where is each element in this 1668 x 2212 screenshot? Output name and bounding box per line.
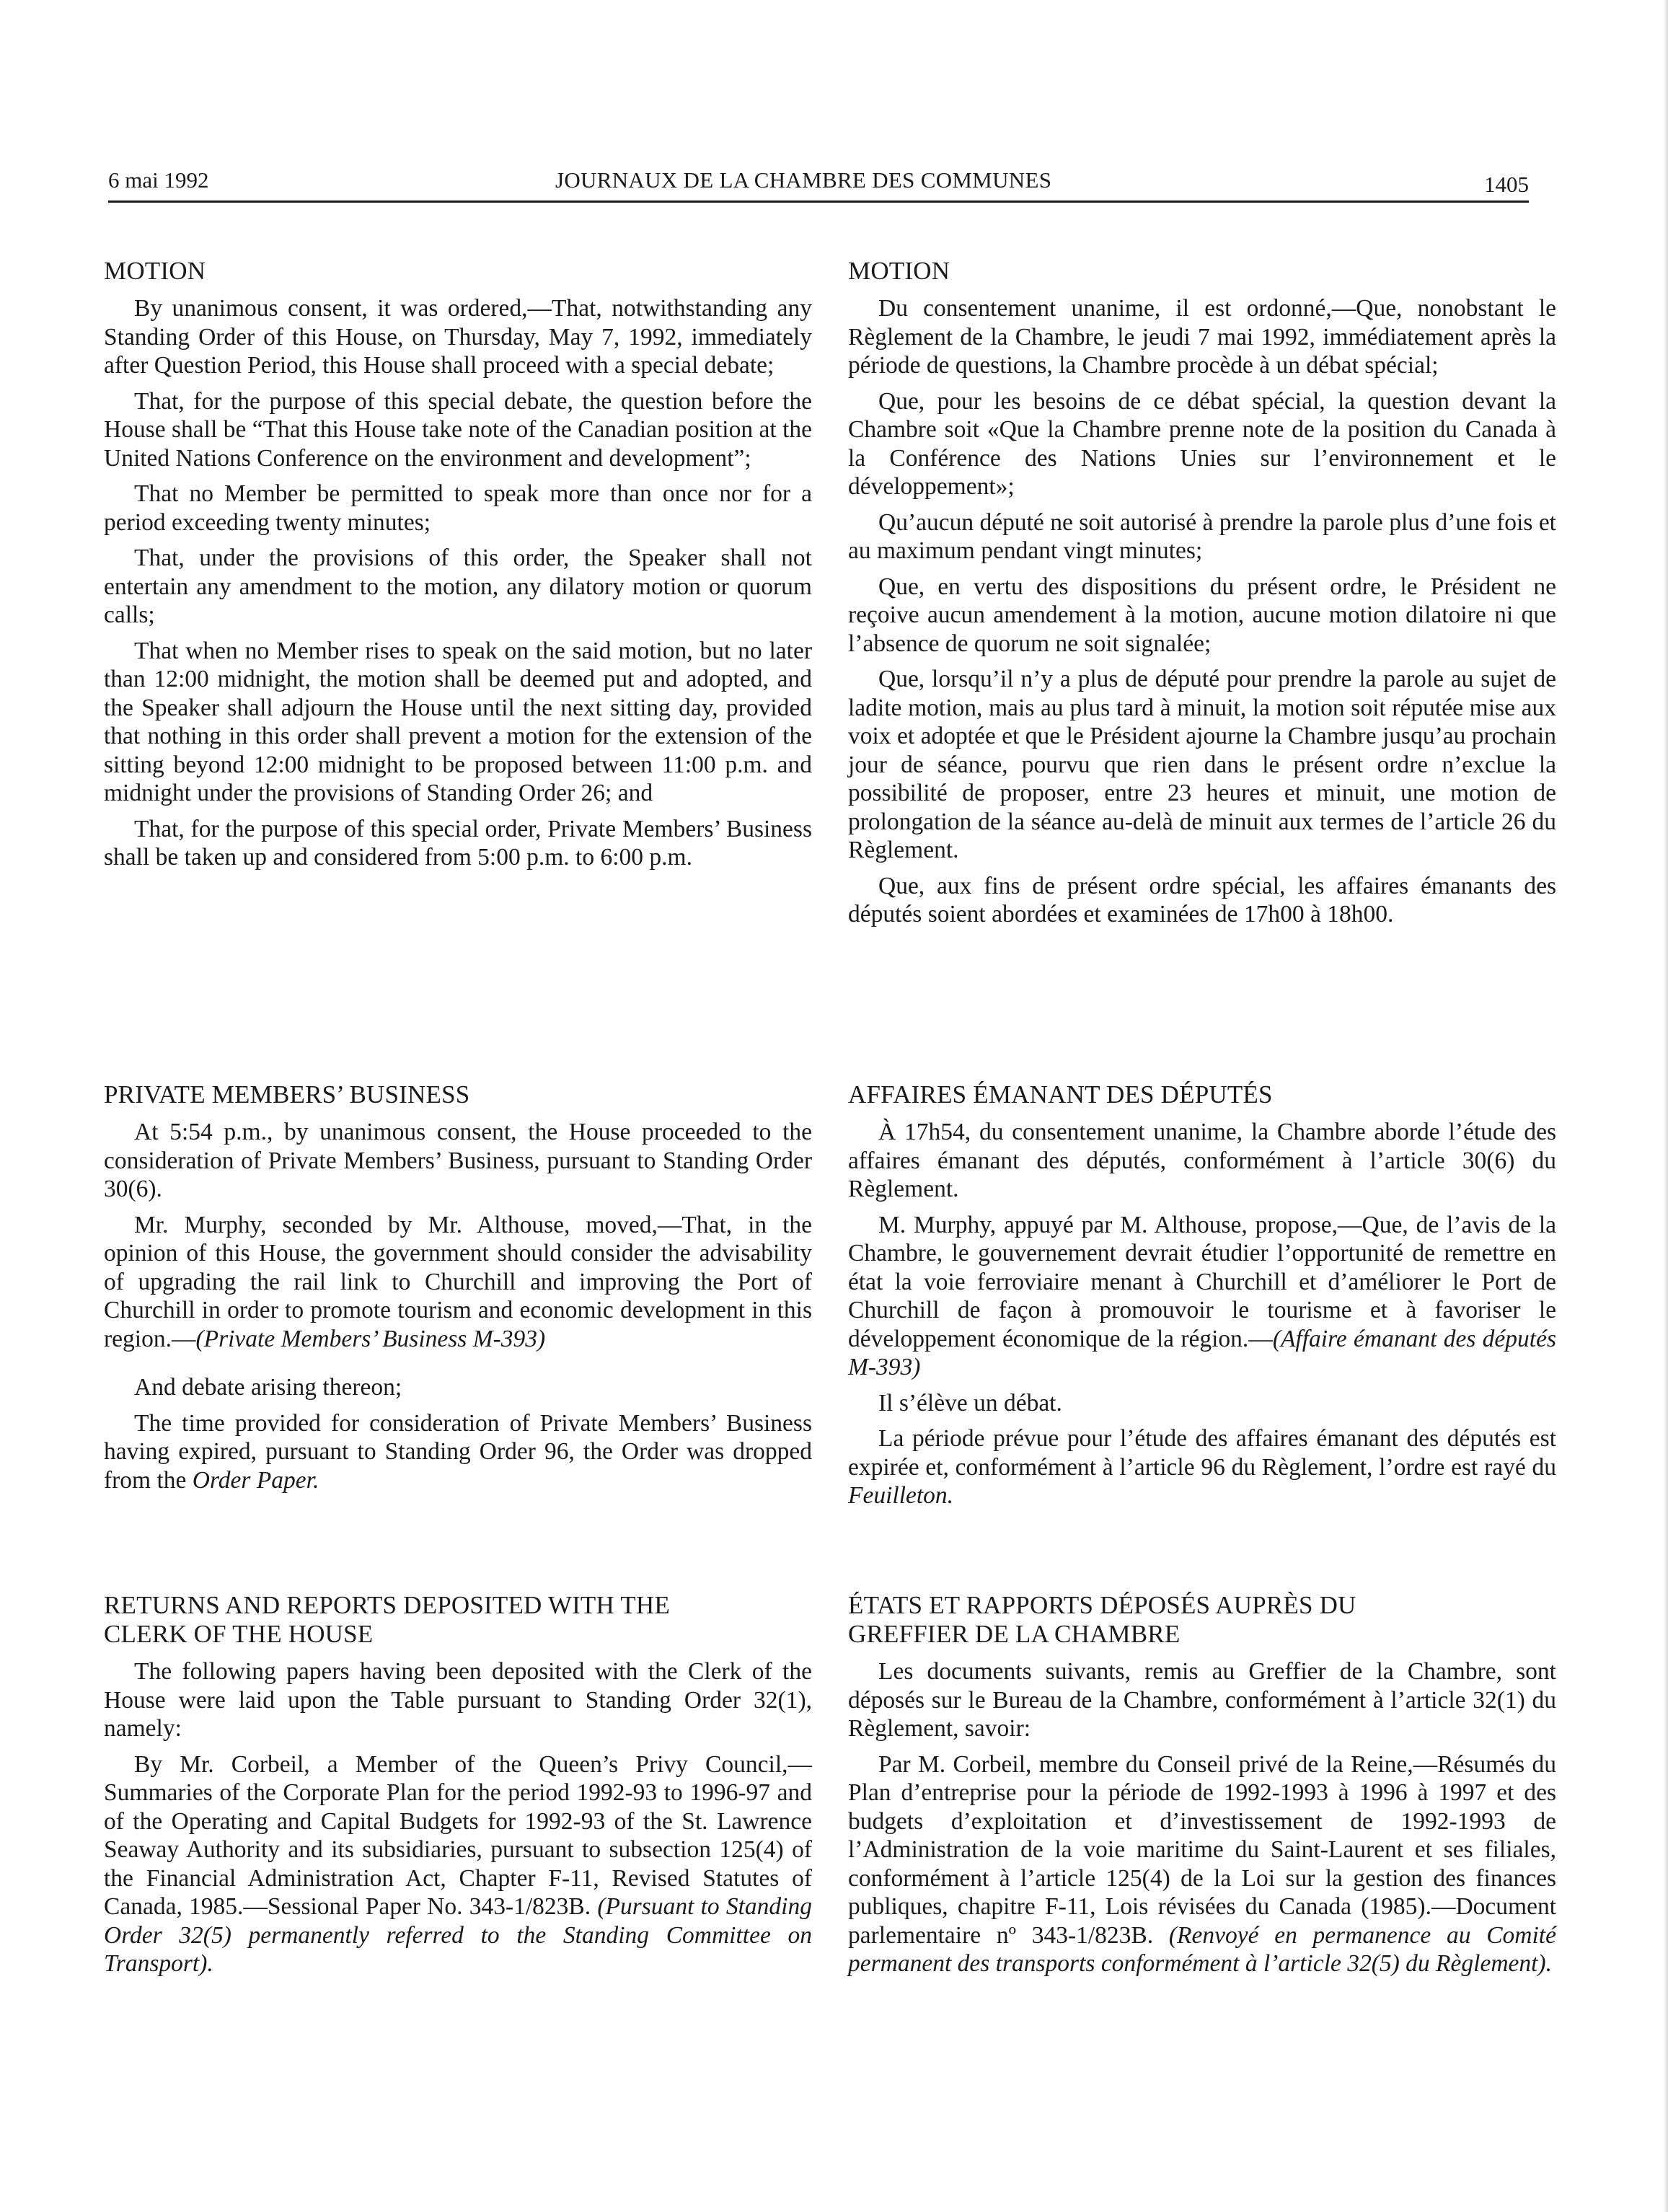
page-header	[108, 164, 1529, 203]
pmb-paragraph: And debate arising thereon;	[134, 1374, 402, 1401]
pmb-paragraph: At 5:54 p.m., by unanimous consent, the House proceeded to the consideration of Private Members’ Business, pursuant to Standing Order 30(6).	[104, 1119, 812, 1202]
returns-paper-text: Par M. Corbeil, membre du Conseil privé de la Reine,—Résumés du Plan d’entreprise pour la période de 1992-1993 à 1996 à 1997 et des budgets d’exploitation et d’investissement de 1992-1993 de l’Administration de la voie maritime du Saint-Laurent et ses filiales, conformément à l’article 125(4) de la Loi sur la gestion des finances publiques, chapitre F-11, Lois révisées du Canada (1985).—Document parlementaire nº 343-1/823B.	[848, 1750, 1556, 1949]
motion-paragraph: That, for the purpose of this special debate, the question before the House shall be “That this House take note of the Canadian position at the United Nations Conference on the environment and development”;	[104, 387, 812, 472]
returns-section-en	[104, 1591, 812, 1986]
header-journal-title: JOURNAUX DE LA CHAMBRE DES COMMUNES	[555, 167, 1052, 193]
pmb-heading-fr: AFFAIRES ÉMANANT DES DÉPUTÉS	[848, 1080, 1273, 1109]
motion-paragraph: That, for the purpose of this special order, Private Members’ Business shall be taken up and considered from 5:00 p.m. to 6:00 p.m.	[104, 815, 812, 871]
pmb-paragraph: Il s’élève un débat.	[878, 1389, 1062, 1416]
pmb-paragraph: À 17h54, du consentement unanime, la Chambre aborde l’étude des affaires émanant des députés, conformément à l’article 30(6) du Règlement.	[848, 1119, 1556, 1202]
returns-paper-text: By Mr. Corbeil, a Member of the Queen’s Privy Council,—Summaries of the Corporate Plan for the period 1992-93 to 1996-97 and of the Operating and Capital Budgets for 1992-93 of the St. Lawrence Seaway Authority and its subsidiaries, pursuant to subsection 125(4) of the Financial Administration Act, Chapter F-11, Revised Statutes of Canada, 1985.—Sessional Paper No. 343-1/823B.	[104, 1750, 812, 1920]
header-page-number: 1405	[1484, 172, 1529, 197]
returns-paper-referral: (Pursuant to Standing Order 32(5) permanently referred to the Standing Committee on Transport).	[104, 1893, 812, 1977]
pmb-section-fr	[848, 1080, 1556, 1517]
pmb-dropped-paragraph	[848, 1424, 1556, 1510]
header-date: 6 mai 1992	[108, 167, 209, 193]
pmb-motion-reference: (Private Members’ Business M-393)	[195, 1325, 546, 1352]
motion-section-fr	[848, 257, 1556, 936]
feuilleton-title: Feuilleton.	[848, 1482, 954, 1509]
pmb-motion-paragraph	[104, 1211, 812, 1354]
order-paper-title: Order Paper.	[192, 1466, 319, 1494]
returns-paper-paragraph	[104, 1750, 812, 1978]
pmb-motion-reference: (Affaire émanant des députés M-393)	[848, 1325, 1557, 1380]
pmb-dropped-text: The time provided for consideration of Private Members’ Business having expired, pursuant to Standing Order 96, the Order was dropped from the	[104, 1409, 812, 1494]
motion-paragraph: Que, en vertu des dispositions du présent ordre, le Président ne reçoive aucun amendement à la motion, aucune motion dilatoire ni que l’absence de quorum ne soit signalée;	[848, 573, 1556, 657]
returns-paper-referral: (Renvoyé en permanence au Comité permanent des transports conformément à l’article 32(5) du Règlement).	[848, 1921, 1556, 1977]
motion-paragraph: That when no Member rises to speak on the said motion, but no later than 12:00 midnight, the motion shall be deemed put and adopted, and the Speaker shall adjourn the House until the next sitting day, provided that nothing in this order shall prevent a motion for the extension of the sitting beyond 12:00 midnight to be proposed between 11:00 p.m. and midnight under the provisions of Standing Order 26; and	[104, 637, 812, 806]
motion-heading-en: MOTION	[104, 257, 206, 285]
returns-heading-line: ÉTATS ET RAPPORTS DÉPOSÉS AUPRÈS DU	[848, 1591, 1356, 1619]
returns-paragraph: Les documents suivants, remis au Greffier de la Chambre, sont déposés sur le Bureau de la Chambre, conformément à l’article 32(1) du Règlement, savoir:	[848, 1658, 1556, 1742]
motion-paragraph: Qu’aucun député ne soit autorisé à prendre la parole plus d’une fois et au maximum pendant vingt minutes;	[848, 508, 1556, 564]
motion-paragraph: Que, pour les besoins de ce débat spécial, la question devant la Chambre soit «Que la Chambre prenne note de la position du Canada à la Conférence des Nations Unies sur l’environnement et le développement»;	[848, 387, 1556, 500]
returns-heading-fr	[848, 1591, 1556, 1649]
returns-paper-paragraph	[848, 1750, 1556, 1978]
motion-paragraph: Que, aux fins de présent ordre spécial, les affaires émanants des députés soient abordées et examinées de 17h00 à 18h00.	[848, 872, 1556, 927]
returns-heading-line: CLERK OF THE HOUSE	[104, 1620, 374, 1648]
pmb-section-en	[104, 1080, 812, 1502]
returns-heading-en	[104, 1591, 812, 1649]
motion-heading-fr: MOTION	[848, 257, 950, 285]
pmb-motion-paragraph	[848, 1211, 1556, 1382]
motion-paragraph: Du consentement unanime, il est ordonné,—Que, nonobstant le Règlement de la Chambre, le jeudi 7 mai 1992, immédiatement après la période de questions, la Chambre procède à un débat spécial;	[848, 295, 1556, 379]
pmb-motion-text: M. Murphy, appuyé par M. Althouse, propose,—Que, de l’avis de la Chambre, le gouvernement devrait étudier l’opportunité de remettre en état la voie ferroviaire menant à Churchill et d’améliorer le Port de Churchill de façon à promouvoir le tourisme et à favoriser le développement économique de la région.—	[848, 1211, 1556, 1352]
motion-paragraph: That no Member be permitted to speak more than once nor for a period exceeding twenty minutes;	[104, 480, 812, 536]
pmb-dropped-paragraph	[104, 1409, 812, 1495]
pmb-heading-en: PRIVATE MEMBERS’ BUSINESS	[104, 1080, 470, 1109]
returns-section-fr	[848, 1591, 1556, 1986]
pmb-dropped-text: La période prévue pour l’étude des affaires émanant des députés est expirée et, conformément à l’article 96 du Règlement, l’ordre est rayé du	[848, 1425, 1556, 1481]
motion-paragraph: That, under the provisions of this order, the Speaker shall not entertain any amendment to the motion, any dilatory motion or quorum calls;	[104, 545, 812, 628]
pmb-motion-text: Mr. Murphy, seconded by Mr. Althouse, moved,—That, in the opinion of this House, the government should consider the advisability of upgrading the rail link to Churchill and improving the Port of Churchill in order to promote tourism and economic development in this region.—	[104, 1211, 812, 1352]
motion-paragraph: By unanimous consent, it was ordered,—That, notwithstanding any Standing Order of this House, on Thursday, May 7, 1992, immediately after Question Period, this House shall proceed with a special debate;	[104, 295, 812, 379]
returns-heading-line: GREFFIER DE LA CHAMBRE	[848, 1620, 1181, 1648]
returns-paragraph: The following papers having been deposited with the Clerk of the House were laid upon the Table pursuant to Standing Order 32(1), namely:	[104, 1658, 812, 1742]
motion-section-en	[104, 257, 812, 879]
returns-heading-line: RETURNS AND REPORTS DEPOSITED WITH THE	[104, 1591, 670, 1619]
motion-paragraph: Que, lorsqu’il n’y a plus de député pour prendre la parole au sujet de ladite motion, mais au plus tard à minuit, la motion soit réputée mise aux voix et adoptée et que le Président ajourne la Chambre jusqu’au prochain jour de séance, pourvu que rien dans le présent ordre n’exclue la possibilité de proposer, entre 23 heures et minuit, une motion de prolongation de la séance au-delà de minuit aux termes de l’article 26 du Règlement.	[848, 666, 1556, 863]
scan-edge-shadow	[1664, 0, 1668, 2212]
